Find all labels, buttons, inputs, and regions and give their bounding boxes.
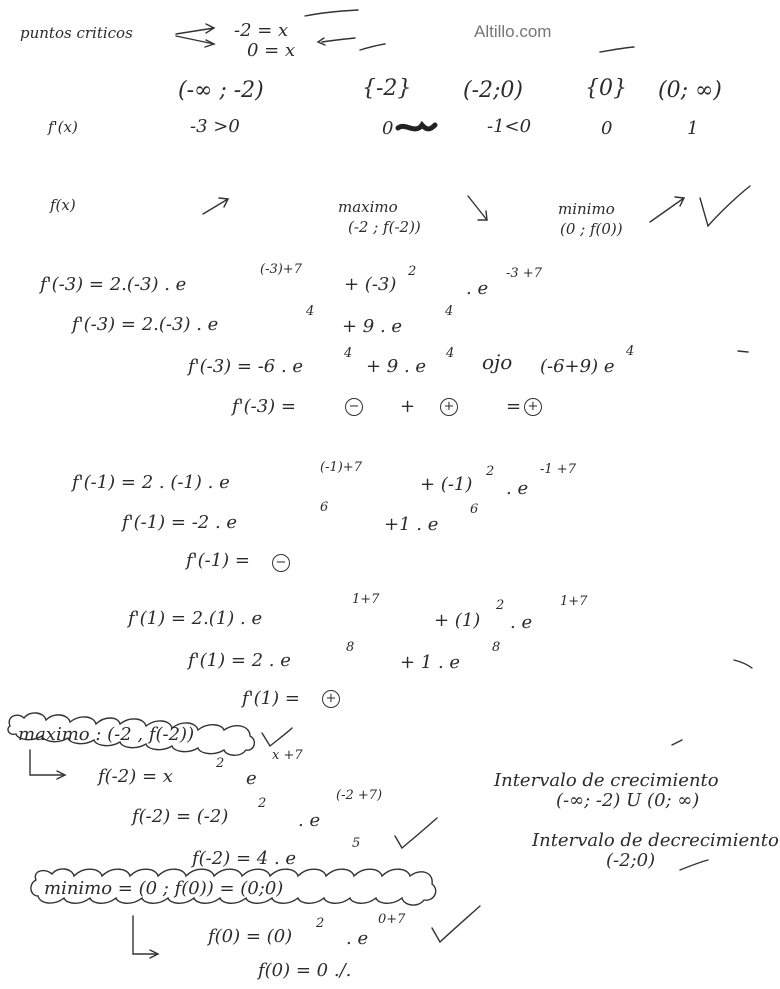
maximo-term: e: [246, 768, 257, 789]
crecimiento-label: Intervalo de crecimiento: [494, 770, 719, 791]
exponent: -3 +7: [506, 266, 542, 281]
critical-eq-2: 0 = x: [247, 40, 296, 61]
crecimiento-value: (-∞; -2) U (0; ∞): [556, 790, 700, 811]
eval-p1-line-2: f'(1) = 2 . e: [188, 650, 291, 671]
eval-p1-term: + (1): [434, 610, 481, 631]
check-mark-icon: [700, 186, 750, 226]
sign-negative-circle: −: [345, 398, 363, 416]
exponent: 5: [352, 836, 361, 851]
eval-m3-line-3: f'(-3) = -6 . e: [188, 356, 304, 377]
fprime-value-4: 0: [601, 118, 613, 139]
check-mark-icon: [432, 906, 480, 942]
exponent: 6: [470, 502, 479, 517]
critical-points-label: puntos criticos: [20, 24, 133, 42]
increase-arrow-icon: [203, 199, 228, 214]
maximo-label: maximo: [338, 198, 398, 216]
decrecimiento-value: (-2;0): [606, 850, 656, 871]
exponent: 2: [408, 264, 417, 279]
interval-3: (-2;0): [463, 78, 524, 103]
exponent: -1 +7: [540, 462, 576, 477]
exponent: 0+7: [378, 912, 406, 927]
interval-5: (0; ∞): [658, 78, 722, 103]
decrecimiento-label: Intervalo de decrecimiento: [532, 830, 779, 851]
maximo-point: (-2 ; f(-2)): [348, 218, 421, 236]
minimo-term: . e: [346, 928, 369, 949]
interval-1: (-∞ ; -2): [178, 78, 264, 103]
fprime-value-2: 0: [382, 118, 394, 139]
exponent: 8: [492, 640, 501, 655]
exponent: 2: [316, 916, 325, 931]
maximo-heading: maximo : (-2 , f(-2)): [18, 724, 195, 745]
exponent: (-3)+7: [260, 262, 302, 277]
sign-positive-circle: +: [440, 398, 458, 416]
eval-m1-line-1: f'(-1) = 2 . (-1) . e: [72, 472, 230, 493]
fprime-value-3: -1<0: [487, 116, 532, 137]
increase-arrow-icon: [650, 198, 684, 222]
arrow-icon: [133, 916, 158, 954]
eval-m3-term: . e: [466, 278, 489, 299]
check-mark-icon: [395, 818, 437, 848]
eval-m3-term: + 9 . e: [342, 316, 403, 337]
check-mark-icon: [262, 728, 292, 746]
eval-m1-line-2: f'(-1) = -2 . e: [122, 512, 238, 533]
exponent: (-2 +7): [336, 788, 383, 803]
fprime-row-label: f'(x): [48, 118, 78, 136]
maximo-line-2: f(-2) = (-2): [132, 806, 229, 827]
exponent: 1+7: [352, 592, 380, 607]
interval-4: {0}: [585, 76, 627, 101]
eval-m1-term: + (-1): [420, 474, 473, 495]
exponent: 8: [346, 640, 355, 655]
arrow-icon: [205, 40, 214, 47]
exponent: 4: [446, 346, 455, 361]
critical-eq-1: -2 = x: [234, 20, 289, 41]
fprime-value-1: -3 >0: [190, 116, 240, 137]
note-ojo: ojo: [482, 350, 513, 374]
exponent: 4: [626, 344, 635, 359]
arrow-icon: [30, 750, 65, 775]
maximo-line-3: f(-2) = 4 . e: [192, 848, 297, 869]
exponent: 2: [258, 796, 267, 811]
eval-m3-line-2: f'(-3) = 2.(-3) . e: [72, 314, 219, 335]
watermark: Altillo.com: [474, 22, 552, 41]
eval-m3-line-1: f'(-3) = 2.(-3) . e: [40, 274, 187, 295]
eval-p1-line-3: f'(1) =: [242, 688, 300, 709]
exponent: 2: [496, 598, 505, 613]
minimo-line-2: f(0) = 0 ./.: [258, 960, 352, 981]
exponent: 4: [445, 304, 454, 319]
result-positive-circle: +: [524, 398, 542, 416]
eval-p1-term: . e: [510, 612, 533, 633]
arrow-icon: [176, 28, 214, 34]
exponent: 4: [344, 346, 353, 361]
result-negative-circle: −: [272, 554, 290, 572]
exponent: (-1)+7: [320, 460, 362, 475]
exponent: 2: [216, 756, 225, 771]
exponent: 4: [306, 304, 315, 319]
note-correction: (-6+9) e: [540, 356, 615, 377]
minimo-label: minimo: [558, 200, 615, 218]
exponent: x +7: [272, 748, 303, 763]
exponent: 6: [320, 500, 329, 515]
eval-p1-term: + 1 . e: [400, 652, 461, 673]
eval-m3-term: + (-3): [344, 274, 397, 295]
eval-m1-term: +1 . e: [384, 514, 439, 535]
arrow-icon: [176, 36, 214, 44]
eval-m3-line-4: f'(-3) =: [232, 396, 296, 417]
exponent: 1+7: [560, 594, 588, 609]
minimo-line-1: f(0) = (0): [208, 926, 293, 947]
interval-2: {-2}: [362, 76, 412, 101]
minimo-point: (0 ; f(0)): [560, 220, 623, 238]
minimo-heading: minimo = (0 ; f(0)) = (0;0): [44, 878, 284, 899]
decrease-arrow-icon: [468, 196, 487, 220]
maximo-term: . e: [298, 810, 321, 831]
result-positive-circle: +: [322, 690, 340, 708]
equals-sign: =: [506, 396, 522, 417]
eval-m1-line-3: f'(-1) =: [186, 550, 250, 571]
arrow-icon: [206, 24, 214, 33]
eval-m3-term: + 9 . e: [366, 356, 427, 377]
fprime-value-5: 1: [687, 118, 699, 139]
eval-m1-term: . e: [506, 478, 529, 499]
maximo-f-def: f(-2) = x: [98, 766, 173, 787]
f-row-label: f(x): [50, 196, 76, 214]
eval-p1-line-1: f'(1) = 2.(1) . e: [128, 608, 263, 629]
exponent: 2: [486, 464, 495, 479]
plus-sign: +: [400, 396, 416, 417]
